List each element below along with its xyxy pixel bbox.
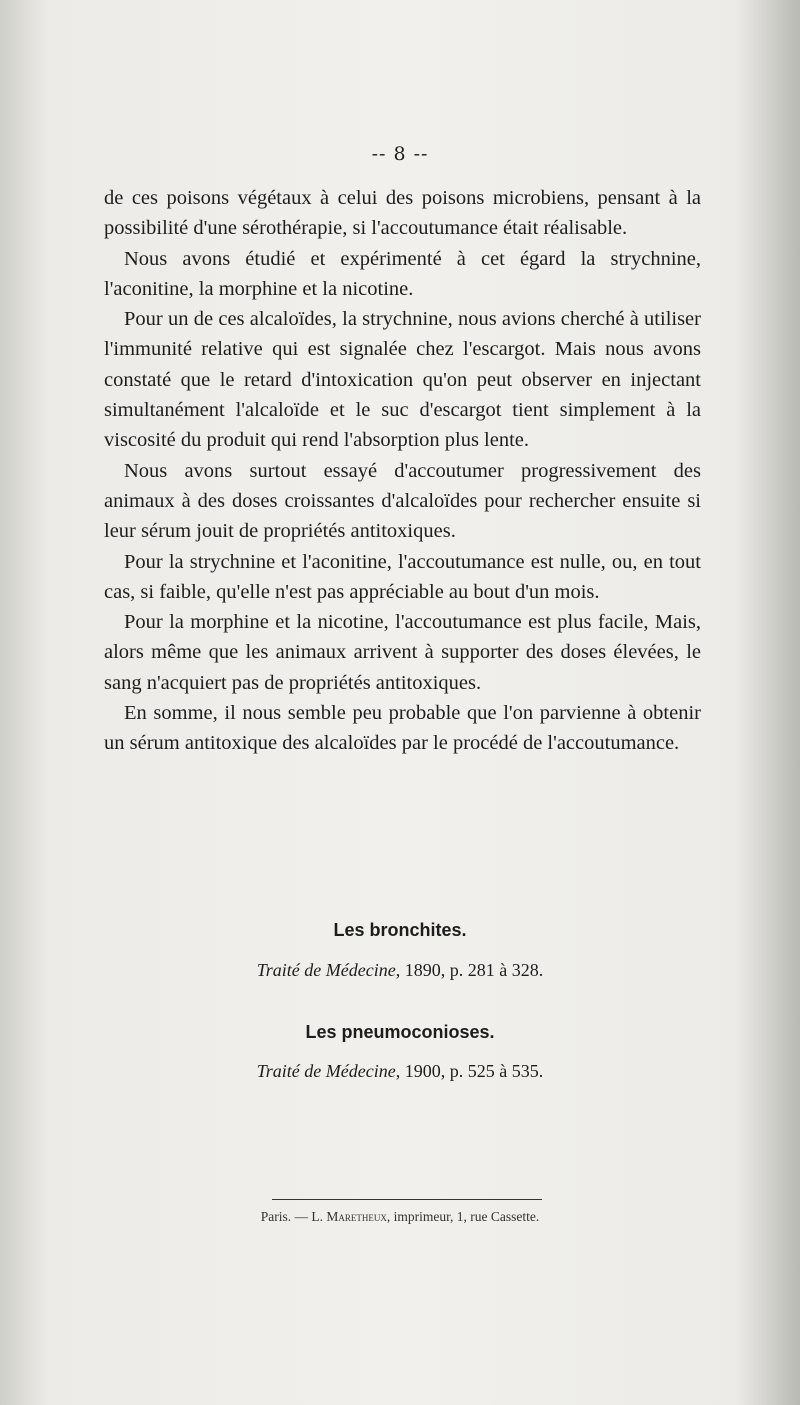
page-number: -- 8 -- bbox=[371, 143, 429, 165]
citation-bronchites bbox=[0, 960, 800, 981]
imprint-divider bbox=[272, 1199, 542, 1200]
paragraph-5: Pour la strychnine et l'aconitine, l'accoutumance est nulle, ou, en tout cas, si faible, qu'elle n'est pas appréciable au bout d'un mois. bbox=[104, 550, 701, 603]
citation-pneumoconioses bbox=[0, 1061, 800, 1082]
paragraph-2: Nous avons étudié et expérimenté à cet égard la strychnine, l'aconitine, la morphine et la nicotine. bbox=[104, 247, 701, 300]
citation-work: Traité de Médecine bbox=[256, 1061, 396, 1081]
body-text bbox=[104, 183, 701, 759]
citation-detail: , 1900, p. 525 à 535. bbox=[395, 1061, 544, 1081]
paragraph-7: En somme, il nous semble peu probable que l'on parvienne à obtenir un sérum antitoxique des alcaloïdes par le procédé de l'accoutumance. bbox=[104, 702, 701, 755]
paragraph-3: Pour un de ces alcaloïdes, la strychnine, nous avions cherché à utiliser l'immunité relative qui est signalée chez l'escargot. Mais nous avons constaté que le retard d'intoxication qu'on peut observer en injectant simultanément l'alcaloïde et le suc d'escargot tient simplement à la viscosité du produit qui rend l'absorption plus lente. bbox=[104, 308, 701, 452]
section-title-pneumoconioses: Les pneumoconioses. bbox=[305, 1022, 495, 1042]
citation-detail: , 1890, p. 281 à 328. bbox=[395, 960, 544, 980]
paragraph-1: de ces poisons végétaux à celui des poisons microbiens, pensant à la possibilité d'une sérothérapie, si l'accoutumance était réalisable. bbox=[104, 187, 701, 240]
paragraph-4: Nous avons surtout essayé d'accoutumer progressivement des animaux à des doses croissantes d'alcaloïdes pour rechercher ensuite si leur sérum jouit de propriétés antitoxiques. bbox=[104, 459, 701, 543]
printer-imprint bbox=[0, 1209, 800, 1225]
section-title-bronchites: Les bronchites. bbox=[333, 920, 467, 940]
imprint-address: , imprimeur, 1, rue Cassette. bbox=[386, 1209, 540, 1224]
paragraph-6: Pour la morphine et la nicotine, l'accoutumance est plus facile, Mais, alors même que les animaux arrivent à supporter des doses élevées, le sang n'acquiert pas de propriétés antitoxiques. bbox=[104, 611, 701, 694]
imprint-city: Paris. — bbox=[260, 1209, 312, 1224]
imprint-printer: L. Maretheux bbox=[311, 1209, 387, 1224]
citation-work: Traité de Médecine bbox=[256, 960, 396, 980]
